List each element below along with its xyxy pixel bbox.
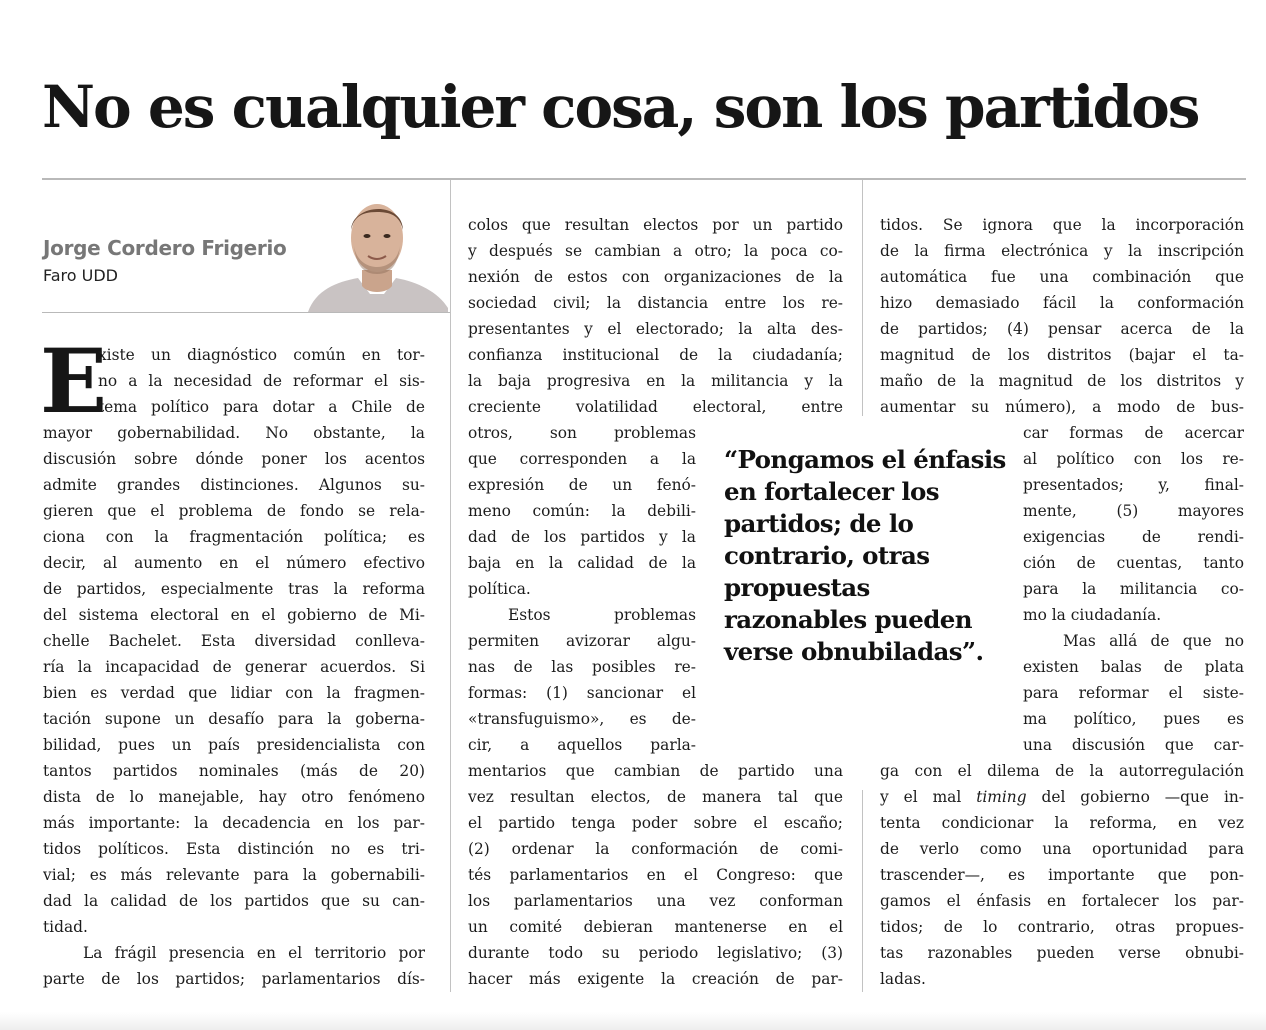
text-line: gamos el énfasis en fortalecer los par-	[880, 892, 1244, 910]
text-line: no a la necesidad de reformar el sis-	[98, 372, 425, 390]
text-line: tés parlamentarios en el Congreso: que	[468, 866, 843, 884]
text-line: política.	[468, 580, 531, 598]
text-line: xiste un diagnóstico común en tor-	[98, 346, 425, 364]
text-line: y después se cambian a otro; la poca co-	[468, 242, 843, 260]
text-line: de la firma electrónica y la inscripción	[880, 242, 1244, 260]
text-line: La frágil presencia en el territorio por	[83, 944, 425, 962]
text-line: trascender—, es importante que pon-	[880, 866, 1244, 884]
text-line: ga con el dilema de la autorregulación	[880, 762, 1244, 780]
column-divider-1	[450, 180, 451, 992]
text-line: sociedad civil; la distancia entre los re-	[468, 294, 843, 312]
text-line: Mas allá de que no	[1063, 632, 1244, 650]
text-line: vez resultan electos, de manera tal que	[468, 788, 843, 806]
text-line: magnitud de los distritos (bajar el ta-	[880, 346, 1244, 364]
text-line: mentarios que cambian de partido una	[468, 762, 843, 780]
text-line: (2) ordenar la conformación de comi-	[468, 840, 843, 858]
text-line: baja en la calidad de la	[468, 554, 696, 572]
text-line: del sistema electoral en el gobierno de Mi-	[43, 606, 425, 624]
text-line: hizo demasiado fácil la conformación	[880, 294, 1244, 312]
text-line: mente, (5) mayores	[1023, 502, 1244, 520]
dropcap: E	[40, 329, 108, 433]
text-line: expresión de un fenó-	[468, 476, 696, 494]
text-line: car formas de acercar	[1023, 424, 1244, 442]
text-line: tidos; de lo contrario, otras propues-	[880, 918, 1244, 936]
pull-quote: “Pongamos el énfasis en fortalecer los partidos; de lo contrario, otras propuestas razonables pueden verse obnubiladas”.	[724, 445, 1006, 666]
text-line: ma político, pues es	[1023, 710, 1244, 728]
text-line: dad de los partidos y la	[468, 528, 696, 546]
text-line: una discusión que car-	[1023, 736, 1244, 754]
text-line: otros, son problemas	[468, 424, 696, 442]
author-affiliation: Faro UDD	[43, 266, 118, 285]
text-line: tidos. Se ignora que la incorporación	[880, 216, 1244, 234]
text-line: al político con los re-	[1023, 450, 1244, 468]
text-line: más importante: la decadencia en los par-	[43, 814, 425, 832]
text-line: un comité debieran mantenerse en el	[468, 918, 843, 936]
text-line: los parlamentarios una vez conforman	[468, 892, 843, 910]
text-line: nas de las posibles re-	[468, 658, 696, 676]
text-line: gieren que el problema de fondo se rela-	[43, 502, 425, 520]
page-bottom-shadow	[0, 1012, 1266, 1030]
author-photo	[306, 190, 448, 312]
text-line: bilidad, pues un país presidencialista con	[43, 736, 425, 754]
text-line: y el mal timing del gobierno —que in-	[880, 788, 1244, 806]
article-headline: No es cualquier cosa, son los partidos	[42, 73, 1199, 141]
text-line: dad la calidad de los partidos que su can-	[43, 892, 425, 910]
text-line: automática fue una combinación que	[880, 268, 1244, 286]
column-divider-2-lower	[862, 790, 863, 992]
text-line: presentantes y el electorado; la alta des-	[468, 320, 843, 338]
text-line: de partidos, especialmente tras la reforma	[43, 580, 425, 598]
text-line: admite grandes distinciones. Algunos su-	[43, 476, 425, 494]
text-line: tación supone un desafío para la goberna-	[43, 710, 425, 728]
text-line: para reformar el siste-	[1023, 684, 1244, 702]
text-line: tas razonables pueden verse obnubi-	[880, 944, 1244, 962]
text-line: aumentar su número), a modo de bus-	[880, 398, 1244, 416]
text-line: tema político para dotar a Chile de	[98, 398, 425, 416]
text-line: Estos problemas	[508, 606, 696, 624]
text-line: decir, al aumento en el número efectivo	[43, 554, 425, 572]
text-line: de partidos; (4) pensar acerca de la	[880, 320, 1244, 338]
text-line: hacer más exigente la creación de par-	[468, 970, 843, 988]
text-line: ción de cuentas, tanto	[1023, 554, 1244, 572]
text-line: durante todo su periodo legislativo; (3)	[468, 944, 843, 962]
text-line: dista de lo manejable, hay otro fenómeno	[43, 788, 425, 806]
text-line: confianza institucional de la ciudadanía;	[468, 346, 843, 364]
author-divider	[42, 312, 450, 313]
text-line: ría la incapacidad de generar acuerdos. Si	[43, 658, 425, 676]
text-line: discusión sobre dónde poner los acentos	[43, 450, 425, 468]
text-line: de verlo como una oportunidad para	[880, 840, 1244, 858]
text-line: chelle Bachelet. Esta diversidad conlleva-	[43, 632, 425, 650]
italic-word: timing	[976, 788, 1027, 806]
text-line: la baja progresiva en la militancia y la	[468, 372, 843, 390]
author-name: Jorge Cordero Frigerio	[43, 236, 287, 260]
text-line: exigencias de rendi-	[1023, 528, 1244, 546]
top-divider	[42, 178, 1246, 180]
text-line: maño de la magnitud de los distritos y	[880, 372, 1244, 390]
text-line: presentados; y, final-	[1023, 476, 1244, 494]
text-line: nexión de estos con organizaciones de la	[468, 268, 843, 286]
text-line: tantos partidos nominales (más de 20)	[43, 762, 425, 780]
text-line: permiten avizorar algu-	[468, 632, 696, 650]
text-line: tidad.	[43, 918, 88, 936]
text-line: colos que resultan electos por un partido	[468, 216, 843, 234]
text-line: que corresponden a la	[468, 450, 696, 468]
text-line: ladas.	[880, 970, 926, 988]
text-line: cir, a aquellos parla-	[468, 736, 696, 754]
text-line: tenta condicionar la reforma, en vez	[880, 814, 1244, 832]
text-line: parte de los partidos; parlamentarios dís-	[43, 970, 425, 988]
text-line: existen balas de plata	[1023, 658, 1244, 676]
text-line: bien es verdad que lidiar con la fragmen-	[43, 684, 425, 702]
text-line: formas: (1) sancionar el	[468, 684, 696, 702]
text-line: vial; es más relevante para la gobernabili-	[43, 866, 425, 884]
text-line: creciente volatilidad electoral, entre	[468, 398, 843, 416]
text-line: tidos políticos. Esta distinción no es tri-	[43, 840, 425, 858]
text-line: el partido tenga poder sobre el escaño;	[468, 814, 843, 832]
column-divider-2	[862, 180, 863, 416]
text-line: «transfuguismo», es de-	[468, 710, 696, 728]
text-line: mayor gobernabilidad. No obstante, la	[43, 424, 425, 442]
text-line: para la militancia co-	[1023, 580, 1244, 598]
text-line: ciona con la fragmentación política; es	[43, 528, 425, 546]
text-line: meno común: la debili-	[468, 502, 696, 520]
text-line: mo la ciudadanía.	[1023, 606, 1162, 624]
